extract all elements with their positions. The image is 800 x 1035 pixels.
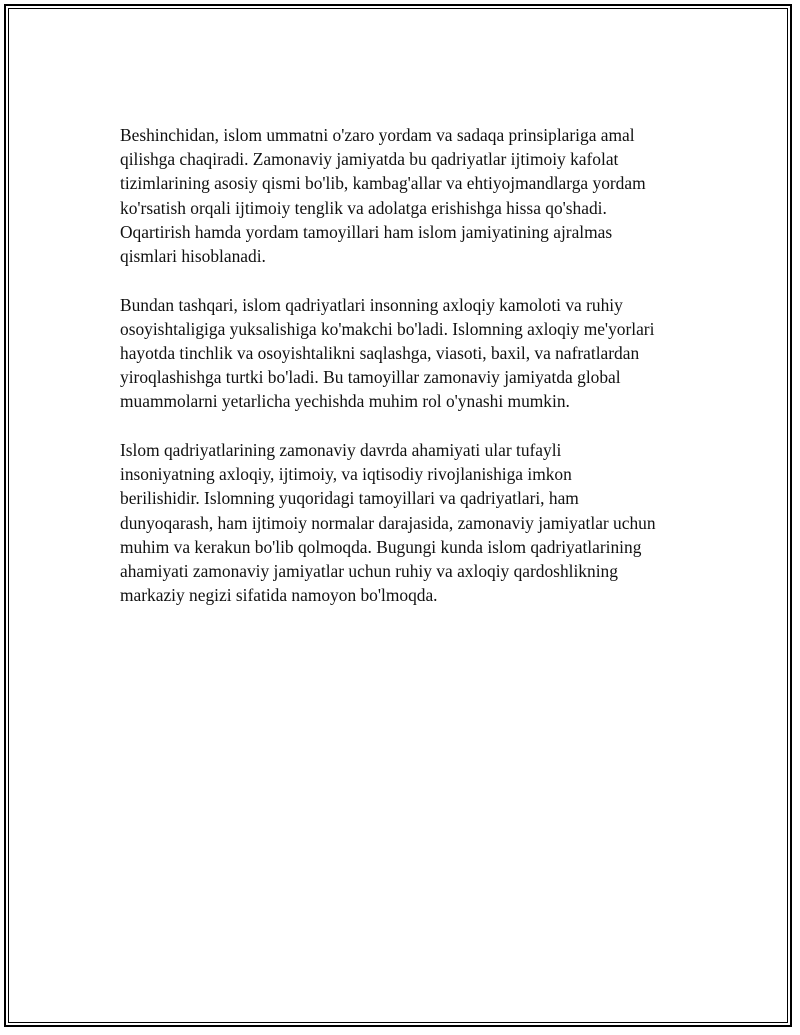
paragraph-1: Beshinchidan, islom ummatni o'zaro yordam va sadaqa prinsiplariga amal qilishga chaqiradi. Zamonaviy jamiyatda bu qadriyatlar ijtimoiy kafolat tizimlarining asosiy qismi bo'lib, kambag'allar va ehtiyojmandlarga yordam ko'rsatish orqali ijtimoiy tenglik va adolatga erishishga hissa qo'shadi. Oqartirish hamda yordam tamoyillari ham islom jamiyatining ajralmas qismlari hisoblanadi.: [120, 125, 646, 267]
document-body: [120, 123, 710, 632]
paragraph-3: Islom qadriyatlarining zamonaviy davrda ahamiyati ular tufayli insoniyatning axloqiy, ijtimoiy, va iqtisodiy rivojlanishiga imkon berilishidir. Islomning yuqoridagi tamoyillari va qadriyatlari, ham dunyoqarash, ham ijtimoiy normalar darajasida, zamonaviy jamiyatlar uchun muhim va kerakun bo'lib qolmoqda. Bugungi kunda islom qadriyatlarining ahamiyati zamonaviy jamiyatlar uchun ruhiy va axloqiy qardoshlikning markaziy negizi sifatida namoyon bo'lmoqda.: [120, 440, 656, 606]
paragraph-2: Bundan tashqari, islom qadriyatlari insonning axloqiy kamoloti va ruhiy osoyishtaligiga yuksalishiga ko'makchi bo'ladi. Islomning axloqiy me'yorlari hayotda tinchlik va osoyishtalikni saqlashga, viasoti, baxil, va nafratlardan yiroqlashishga turtki bo'ladi. Bu tamoyillar zamonaviy jamiyatda global muammolarni yetarlicha yechishda muhim rol o'ynashi mumkin.: [120, 294, 655, 412]
page-border: [4, 4, 792, 1027]
